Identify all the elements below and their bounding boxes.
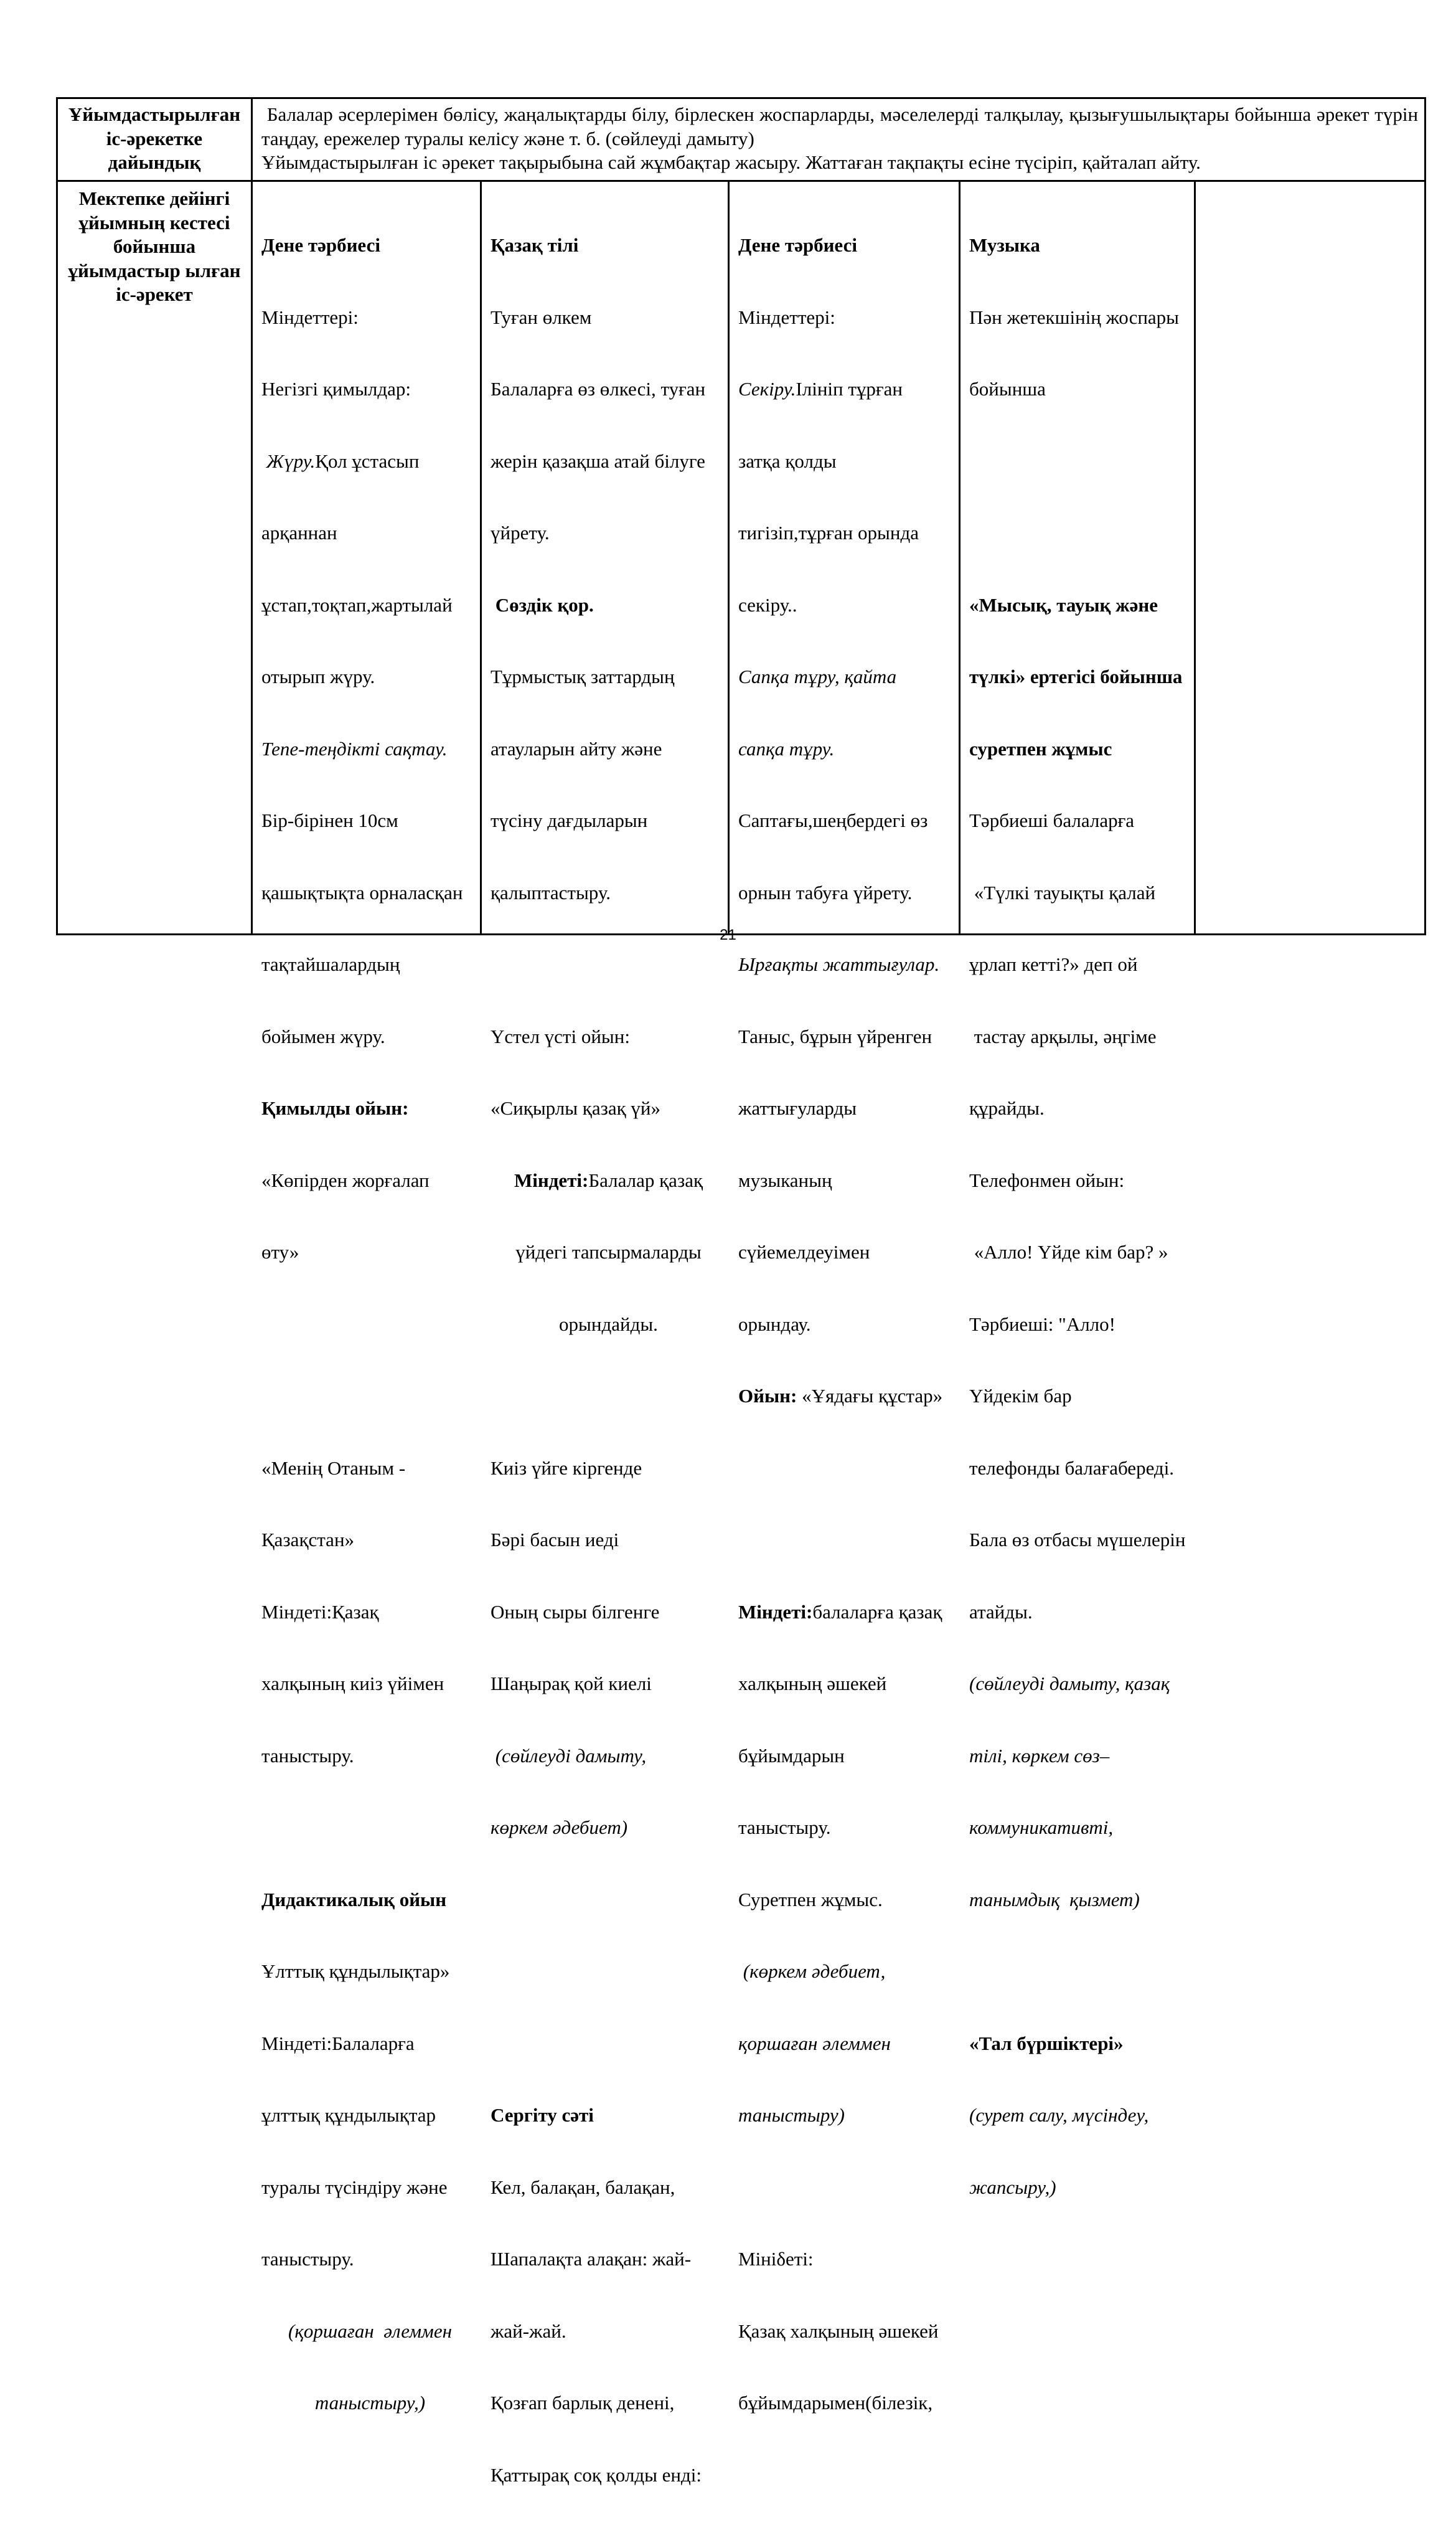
text-line: Тәрбиеші балаларға: [969, 810, 1135, 831]
text-line: Мініδеті:: [738, 2248, 814, 2270]
text-line: Міндеті:Қазақ: [261, 1600, 379, 1623]
text-line: Суретпен жұмыс.: [738, 1888, 883, 1910]
text-line: ұрлап кетті?» деп ой: [969, 953, 1138, 975]
text-line: Қазақ халқының әшекей: [738, 2320, 939, 2342]
text-line: Тепе-теңдікті сақтау.: [261, 737, 448, 760]
text-line: Туған өлкем: [491, 306, 592, 328]
text-line: Таныс, бұрын үйренген: [738, 1025, 932, 1047]
text-line: Бәрі басын иеді: [491, 1529, 619, 1551]
text-line: таныстыру.: [261, 1744, 354, 1767]
text-line: Шаңырақ қой киелі: [491, 1673, 652, 1694]
text-line: (қоршаған әлеммен: [288, 2320, 452, 2342]
text-line: (көркем әдебиет,: [738, 1960, 886, 1982]
text-line: сапқа тұру.: [738, 737, 835, 760]
activity-column-1: [252, 181, 481, 2414]
text-line: Шапалақта алақан: жай-: [491, 2248, 692, 2270]
text-line: тастау арқылы, әңгіме: [969, 1025, 1157, 1047]
text-line: телефонды балағабереді.: [969, 1456, 1175, 1479]
text-line: Қозғап барлық денені,: [491, 2392, 675, 2414]
text-line: Ырғақты жаттығулар.: [738, 953, 940, 975]
text-line: «Тал бүршіктері»: [969, 2032, 1124, 2054]
text-line: ұстап,тоқтап,жартылай: [261, 593, 453, 616]
text-line: «Алло! Үйде кім бар? »: [969, 1241, 1168, 1263]
text-line: Дидактикалық ойын: [261, 1888, 447, 1910]
text-line: Сапқа тұру, қайта: [738, 666, 897, 687]
text-line: құрайды.: [969, 1097, 1045, 1119]
text-line: Қол ұстасып: [315, 450, 420, 472]
text-line: Қимылды ойын:: [261, 1097, 409, 1119]
text-line: (сурет салу, мүсіндеу,: [969, 2104, 1149, 2126]
text-line: «Түлкі тауықты қалай: [969, 881, 1156, 904]
plan-table: [56, 97, 1426, 2486]
text-line: Сергіту сәті: [491, 2104, 594, 2126]
text-line: «Ұядағы құстар»: [797, 1385, 943, 1407]
text-line: секіру..: [738, 593, 797, 616]
text-line: үйрету.: [491, 522, 550, 544]
text-line: Сөздік қор.: [491, 593, 594, 616]
activity-column-5: [1195, 181, 1425, 935]
text-line: тақтайшалардың: [261, 953, 400, 975]
text-line: орындайды.: [559, 1313, 658, 1335]
text-line: «Менің Отаным -: [261, 1456, 406, 1479]
text-line: бойынша: [969, 378, 1046, 400]
text-line: Балалар қазақ: [588, 1169, 703, 1191]
text-line: көркем әдебиет): [491, 1816, 628, 1838]
text-line: Міндеті:Балаларға: [261, 2032, 415, 2054]
subject-title: Қазақ тілі: [491, 234, 579, 256]
text-line: Қаттырақ соқ қолды енді:: [491, 2463, 702, 2486]
text-line: Оның сыры білгенге: [491, 1600, 660, 1623]
organized-activity-heading-text: Мектепке дейінгі ұйымның кестесі бойынша ұйымдастыр ылған іс-әрекет: [68, 187, 241, 305]
text-line: Ойын:: [738, 1385, 797, 1407]
organized-activity-row: [57, 181, 1425, 935]
text-line: қоршаған әлеммен: [738, 2032, 891, 2054]
text-line: өту»: [261, 1241, 299, 1263]
text-line: Міндеті:: [514, 1169, 589, 1191]
text-line: Міндеттері:: [738, 306, 835, 328]
text-line: орындау.: [738, 1313, 811, 1335]
text-line: ұлттық құндылықтар: [261, 2104, 436, 2126]
text-line: (сөйлеуді дамыту, қазақ: [969, 1673, 1170, 1694]
text-line: «Мысық, тауық және: [969, 593, 1158, 616]
preparation-content: [252, 98, 1425, 181]
text-line: «Сиқырлы қазақ үй»: [491, 1097, 661, 1119]
text-line: балаларға қазақ: [812, 1600, 942, 1623]
organized-activity-heading: [57, 181, 252, 935]
subject-title: Музыка: [969, 234, 1040, 256]
text-line: Қазақстан»: [261, 1529, 355, 1551]
text-line: «Көпірден жорғалап: [261, 1169, 430, 1191]
page-number: 21: [720, 927, 736, 943]
text-line: тигізіп,тұрған орында: [738, 522, 919, 544]
text-line: атауларын айту және: [491, 737, 662, 760]
text-line: туралы түсіндіру және: [261, 2176, 448, 2198]
text-line: қалыптастыру.: [491, 881, 611, 904]
text-line: таныстыру.: [261, 2248, 354, 2270]
text-line: үйдегі тапсырмаларды: [515, 1241, 702, 1263]
text-line: орнын табуға үйрету.: [738, 881, 913, 904]
subject-title: Дене тәрбиесі: [261, 234, 380, 256]
text-line: түсіну дағдыларын: [491, 810, 648, 831]
text-line: Кел, балақан, балақан,: [491, 2176, 675, 2198]
activity-column-4: [960, 181, 1195, 2198]
preparation-heading-text: Ұйымдастырылған іс-әрекетке дайындық: [68, 103, 241, 173]
text-line: тілі, көркем сөз–: [969, 1744, 1110, 1767]
text-line: таныстыру.: [738, 1816, 831, 1838]
text-line: таныстыру): [738, 2104, 845, 2126]
preparation-heading: [57, 98, 252, 181]
text-line: бұйымдарын: [738, 1744, 845, 1767]
text-line: халқының киіз үйімен: [261, 1673, 444, 1694]
text-line: Киіз үйге кіргенде: [491, 1456, 642, 1479]
text-line: Үйдекім бар: [969, 1385, 1072, 1407]
text-line: Телефонмен ойын:: [969, 1169, 1125, 1191]
text-line: Бала өз отбасы мүшелерін: [969, 1529, 1186, 1551]
text-line: суретпен жұмыс: [969, 737, 1112, 760]
text-line: қашықтықта орналасқан: [261, 881, 463, 904]
text-line: Саптағы,шеңбердегі өз: [738, 810, 928, 831]
text-line: атайды.: [969, 1600, 1033, 1623]
text-line: Пән жетекшінің жоспары: [969, 306, 1180, 328]
text-line: танымдық қызмет): [969, 1888, 1140, 1910]
text-line: жай-жай.: [491, 2320, 566, 2342]
text-line: Тәрбиеші: "Алло!: [969, 1313, 1115, 1335]
text-line: түлкі» ертегісі бойынша: [969, 666, 1183, 687]
text-line: Бір-бірінен 10см: [261, 810, 398, 831]
text-line: Ілініп тұрған: [796, 378, 903, 400]
text-line: халқының әшекей: [738, 1673, 887, 1694]
text-line: арқаннан: [261, 522, 337, 544]
text-line: музыканың: [738, 1169, 832, 1191]
subject-title: Дене тәрбиесі: [738, 234, 857, 256]
text-line: Үстел үсті ойын:: [491, 1025, 630, 1047]
text-line: Жүру.: [261, 450, 316, 472]
text-line: сүйемелдеуімен: [738, 1241, 870, 1263]
text-line: Ұлттық құндылықтар»: [261, 1960, 450, 1982]
activity-column-3: [729, 181, 960, 2414]
text-line: Балаларға өз өлкесі, туған: [491, 378, 706, 400]
text-line: отырып жүру.: [261, 666, 375, 687]
text-line: (сөйлеуді дамыту,: [491, 1744, 647, 1767]
text-line: таныстыру,): [314, 2392, 426, 2414]
text-line: жаттығуларды: [738, 1097, 857, 1119]
preparation-row: [57, 98, 1425, 181]
preparation-text-1: Балалар әсерлерімен бөлісу, жаңалықтарды білу, бірлескен жоспарларды, мәселелерді талқылау, қызығушылықтары бойынша әрекет түрін таңдау, ережелер туралы келісу және т. б. (сөйлеуді дамыту): [261, 103, 1423, 149]
text-line: бойымен жүру.: [261, 1025, 385, 1047]
text-line: Тұрмыстық заттардың: [491, 666, 675, 687]
text-line: Секіру.: [738, 378, 796, 400]
text-line: Міндеті:: [738, 1600, 813, 1623]
text-line: жапсыру,): [969, 2176, 1056, 2198]
text-line: коммуникативті,: [969, 1816, 1114, 1838]
text-line: жерін қазақша атай білуге: [491, 450, 705, 472]
preparation-text-2: Ұйымдастырылған іс әрекет тақырыбына сай жұмбақтар жасыру. Жаттаған тақпақты есіне түсіріп, қайталап айту.: [261, 151, 1201, 173]
text-line: затқа қолды: [738, 450, 837, 472]
text-line: бұйымдарымен(білезік,: [738, 2392, 933, 2414]
text-line: Міндеттері:: [261, 306, 359, 328]
text-line: Негізгі қимылдар:: [261, 378, 411, 400]
